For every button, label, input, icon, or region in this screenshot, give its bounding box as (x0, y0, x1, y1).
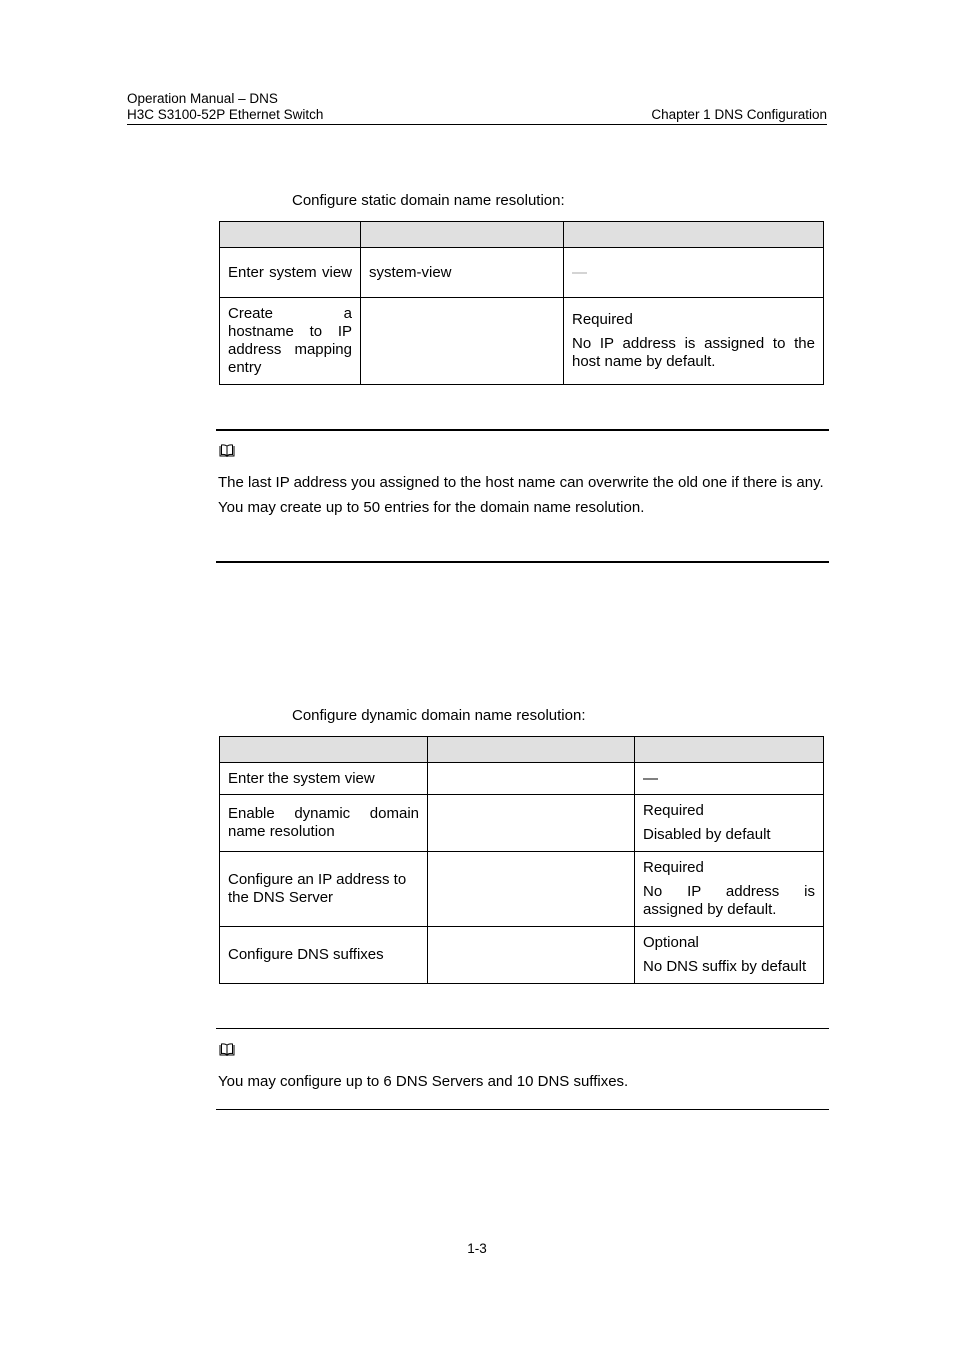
table-row (220, 795, 824, 852)
static-config-table (219, 221, 824, 385)
chapter-title: Chapter 1 DNS Configuration (651, 107, 827, 122)
dynamic-caption: Configure dynamic domain name resolution: (292, 707, 586, 724)
book-icon (219, 444, 235, 457)
note-paragraph: The last IP address you assigned to the host name can overwrite the old one if there is any. (218, 474, 824, 491)
note-bottom-rule (216, 1109, 829, 1110)
remarks-cell: — (635, 763, 824, 795)
command-cell: system-view (361, 248, 564, 298)
operation-text: Enter system view (228, 263, 352, 281)
command-cell (428, 795, 635, 852)
remarks-cell (635, 852, 824, 927)
header-rule (127, 124, 827, 125)
note-paragraph: You may configure up to 6 DNS Servers and 10 DNS suffixes. (218, 1073, 629, 1090)
table-row (220, 852, 824, 927)
note-top-rule (216, 1028, 829, 1029)
page-number: 1-3 (467, 1241, 487, 1256)
header-cell (564, 222, 824, 248)
note-text (218, 1069, 828, 1094)
remark-line: Required (572, 311, 633, 328)
table-row (220, 927, 824, 984)
operation-text: Create a hostname to IP address mapping entry (228, 305, 352, 376)
command-cell (428, 927, 635, 984)
remark-line: Required (643, 802, 704, 819)
table-row (220, 763, 824, 795)
remarks-cell (564, 298, 824, 385)
running-header-left (127, 91, 323, 123)
remark-line: Disabled by default (643, 826, 771, 843)
table-row (220, 298, 824, 385)
dynamic-config-table (219, 736, 824, 984)
operation-cell: Configure an IP address to the DNS Server (220, 852, 428, 927)
remark-line: Required (643, 859, 704, 876)
book-icon (219, 1043, 235, 1056)
remark-line: No IP address is assigned to the host name by default. (572, 335, 815, 370)
static-caption: Configure static domain name resolution: (292, 192, 565, 209)
header-cell (361, 222, 564, 248)
operation-cell: Enter the system view (220, 763, 428, 795)
operation-cell: Configure DNS suffixes (220, 927, 428, 984)
note-bottom-rule (216, 561, 829, 563)
header-cell (220, 222, 361, 248)
remarks-cell (635, 927, 824, 984)
manual-title: Operation Manual – DNS (127, 91, 278, 106)
table-row (220, 248, 824, 298)
remark-line: No IP address is assigned by default. (643, 883, 815, 918)
operation-cell (220, 795, 428, 852)
table-header-row (220, 737, 824, 763)
note-top-rule (216, 429, 829, 431)
command-cell (361, 298, 564, 385)
remark-line: No DNS suffix by default (643, 958, 807, 975)
note-text (218, 470, 828, 520)
operation-text: Enable dynamic domain name resolution (228, 805, 419, 840)
remarks-cell (635, 795, 824, 852)
remark-line: Optional (643, 934, 699, 951)
command-cell (428, 852, 635, 927)
product-name: H3C S3100-52P Ethernet Switch (127, 107, 324, 122)
command-cell (428, 763, 635, 795)
header-cell (428, 737, 635, 763)
remarks-cell: — (564, 248, 824, 298)
header-cell (220, 737, 428, 763)
table-header-row (220, 222, 824, 248)
operation-cell (220, 298, 361, 385)
header-cell (635, 737, 824, 763)
note-paragraph: You may create up to 50 entries for the domain name resolution. (218, 499, 645, 516)
operation-cell (220, 248, 361, 298)
